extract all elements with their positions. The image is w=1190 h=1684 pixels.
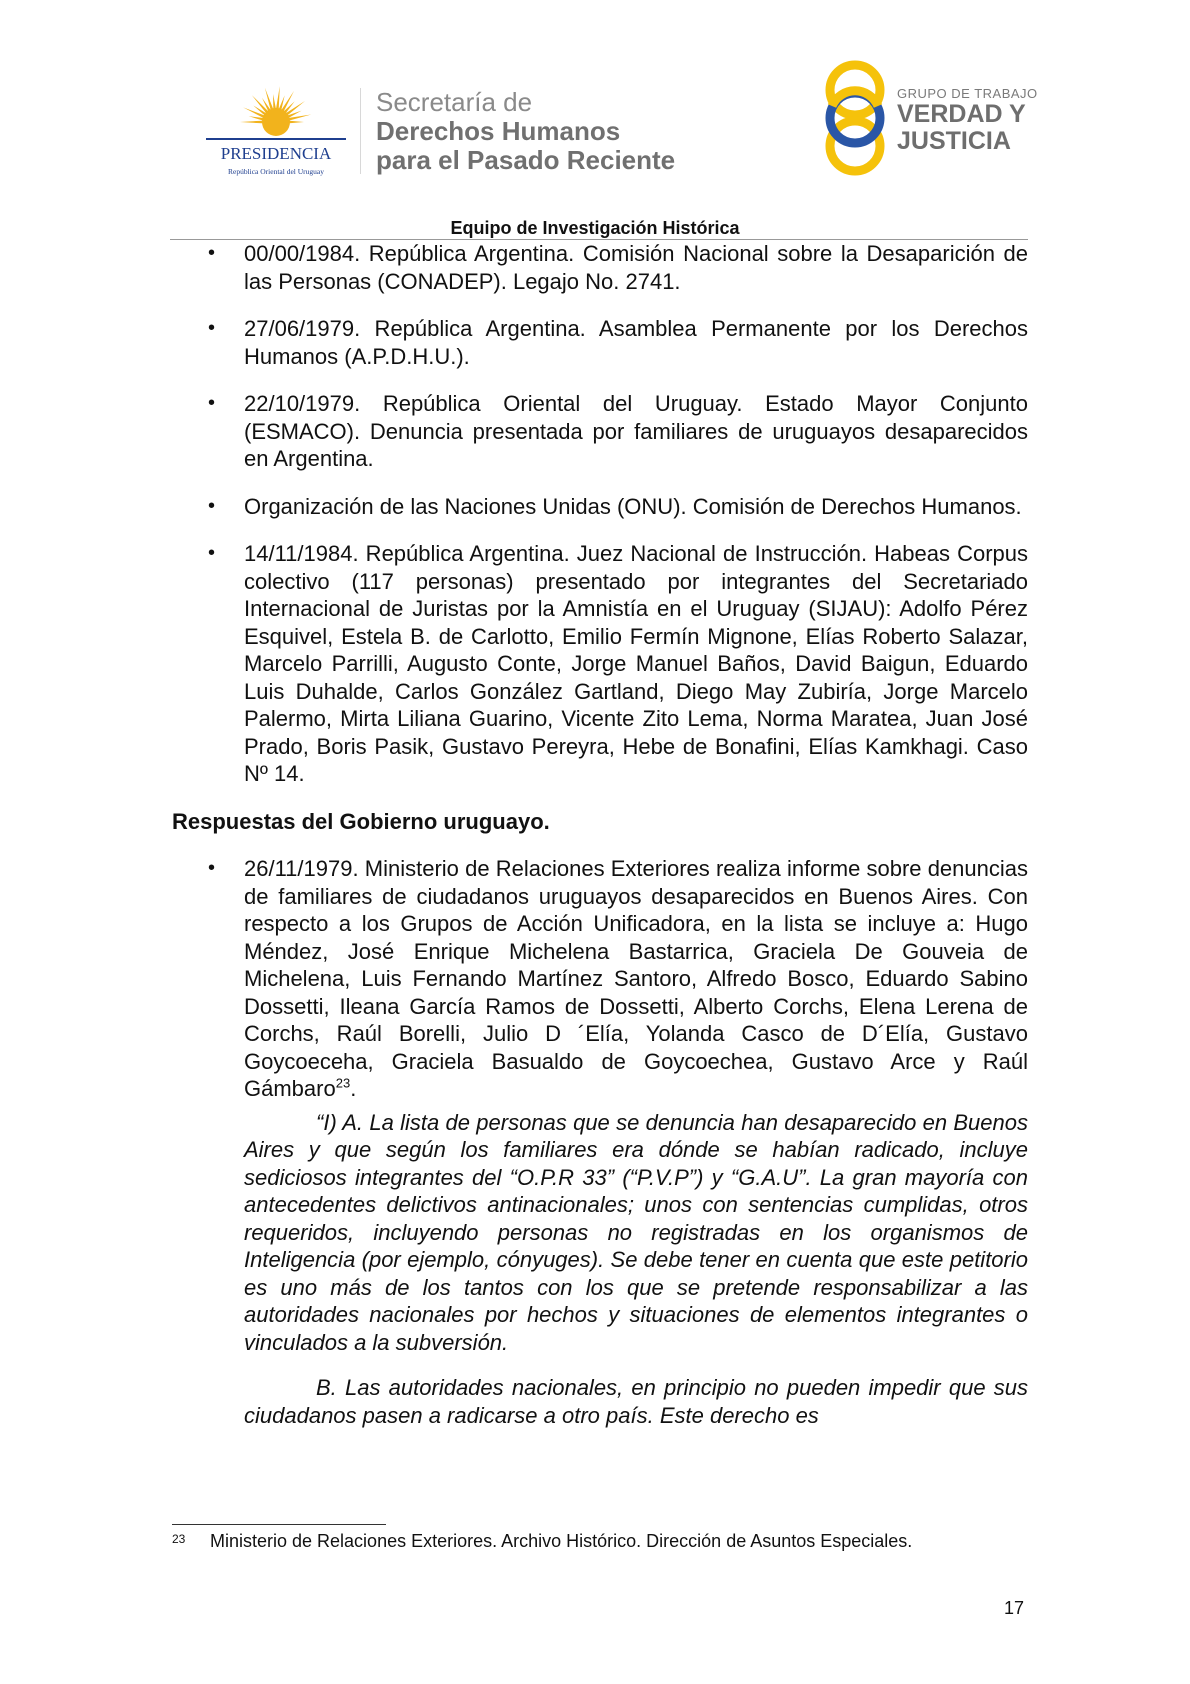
list-item <box>172 315 1028 370</box>
logo-divider <box>360 88 361 174</box>
section-title: Respuestas del Gobierno uruguayo. <box>172 808 550 834</box>
secretaria-line-1: Secretaría de <box>376 87 533 117</box>
list-item <box>172 390 1028 473</box>
sun-ray <box>276 86 280 110</box>
list-item <box>172 240 1028 295</box>
page-body <box>172 240 1028 1447</box>
bullet-icon: • <box>208 542 216 564</box>
grupo-line-3: JUSTICIA <box>897 127 1011 155</box>
secretaria-line-3: para el Pasado Reciente <box>376 145 676 175</box>
grupo-line-2: VERDAD Y <box>897 100 1026 128</box>
footnote-reference[interactable]: 23 <box>335 1075 351 1091</box>
secretaria-logo-text <box>376 88 675 175</box>
list-item-text: Organización de las Naciones Unidas (ONU). Comisión de Derechos Humanos. <box>244 493 1022 519</box>
response-item-end: . <box>350 1076 357 1101</box>
page-number: 17 <box>1004 1598 1025 1618</box>
bullet-icon: • <box>208 392 216 414</box>
list-item <box>172 493 1028 521</box>
secretaria-line-2: Derechos Humanos <box>376 116 621 146</box>
sun-ray <box>240 121 264 124</box>
bullet-icon: • <box>208 317 216 339</box>
sun-ray <box>265 88 274 111</box>
list-item <box>172 540 1028 788</box>
footnote-text: Ministerio de Relaciones Exteriores. Archivo Histórico. Dirección de Asuntos Especiales. <box>210 1531 913 1551</box>
source-list <box>172 240 1028 788</box>
footnote-number: 23 <box>172 1532 186 1546</box>
quote-paragraph-2: B. Las autoridades nacionales, en principio no pueden impedir que sus ciudadanos pasen a radicarse a otro país. Este derecho es <box>244 1375 1028 1428</box>
response-item-text: 26/11/1979. Ministerio de Relaciones Exteriores realiza informe sobre denuncias de familiares de ciudadanos uruguayos desaparecidos en Buenos Aires. Con respecto a los Grupos de Acción Unificadora, en la lista se incluye a: Hugo Méndez, José Enrique Michelena Bastarrica, Graciela De Gouveia de Michelena, Luis Fernando Martínez Santoro, Alfredo Bosco, Eduardo Sabino Dossetti, Ileana García Ramos de Dossetti, Alberto Corchs, Elena Lerena de Corchs, Raúl Borelli, Julio D ´Elía, Yolanda Casco de D´Elía, Gustavo Goycoeceha, Graciela Basualdo de Goycoechea, Gustavo Arce y Raúl Gámbaro <box>244 856 1028 1101</box>
quoted-report <box>244 1109 1028 1430</box>
quote-paragraph-1: “I) A. La lista de personas que se denuncia han desaparecido en Buenos Aires y que según los familiares era dónde se habían radicado, incluye sediciosos integrantes del “O.P.R 33” (“P.V.P”) y “G.A.U”. La gran mayoría con antecedentes delictivos antinacionales; unos con sentencias cumplidas, otros requeridos, incluyendo personas no registradas en los organismos de Inteligencia (por ejemplo, cónyuges). Se debe tener en cuenta que este petitorio es uno más de los tantos con los que se pretende responsabilizar a las autoridades nacionales por hechos y situaciones de elementos integrantes o vinculados a la subversión. <box>244 1109 1028 1355</box>
footnote-rule <box>172 1524 386 1525</box>
page-header <box>0 0 1190 238</box>
bullet-icon: • <box>208 857 216 879</box>
list-item-text: 27/06/1979. República Argentina. Asamblea Permanente por los Derechos Humanos (A.P.D.H.U.). <box>244 316 1028 369</box>
sun-ray <box>273 94 276 110</box>
sun-ray <box>288 121 304 124</box>
presidencia-sun-logo <box>196 80 356 180</box>
list-item <box>172 855 1028 1103</box>
grupo-trabajo-text <box>897 86 1038 155</box>
grupo-line-1: GRUPO DE TRABAJO <box>897 86 1038 101</box>
team-title: Equipo de Investigación Histórica <box>450 218 740 238</box>
presidencia-subtitle: República Oriental del Uruguay <box>227 167 325 176</box>
response-list <box>172 855 1028 1103</box>
list-item-text: 00/00/1984. República Argentina. Comisión Nacional sobre la Desaparición de las Personas (CONADEP). Legajo No. 2741. <box>244 241 1028 294</box>
list-item-text: 22/10/1979. República Oriental del Uruguay. Estado Mayor Conjunto (ESMACO). Denuncia presentada por familiares de uruguayos desaparecidos en Argentina. <box>244 391 1028 471</box>
bullet-icon: • <box>208 494 216 517</box>
bullet-icon: • <box>208 242 216 264</box>
presidencia-name: PRESIDENCIA <box>220 144 332 163</box>
list-item-text: 14/11/1984. República Argentina. Juez Nacional de Instrucción. Habeas Corpus colectivo (117 personas) presentado por integrantes del Secretariado Internacional de Juristas por la Amnistía en el Uruguay (SIJAU): Adolfo Pérez Esquivel, Estela B. de Carlotto, Emilio Fermín Mignone, Elías Roberto Salazar, Marcelo Parrilli, Augusto Conte, Jorge Manuel Baños, David Baigun, Eduardo Luis Duhalde, Carlos González Gartland, Diego May Zubiría, Jorge Marcelo Palermo, Mirta Liliana Guarino, Vicente Zito Lema, Norma Maratea, Juan José Prado, Boris Pasik, Gustavo Pereyra, Hebe de Bonafini, Elías Kamkhagi. Caso Nº 14. <box>244 541 1028 786</box>
